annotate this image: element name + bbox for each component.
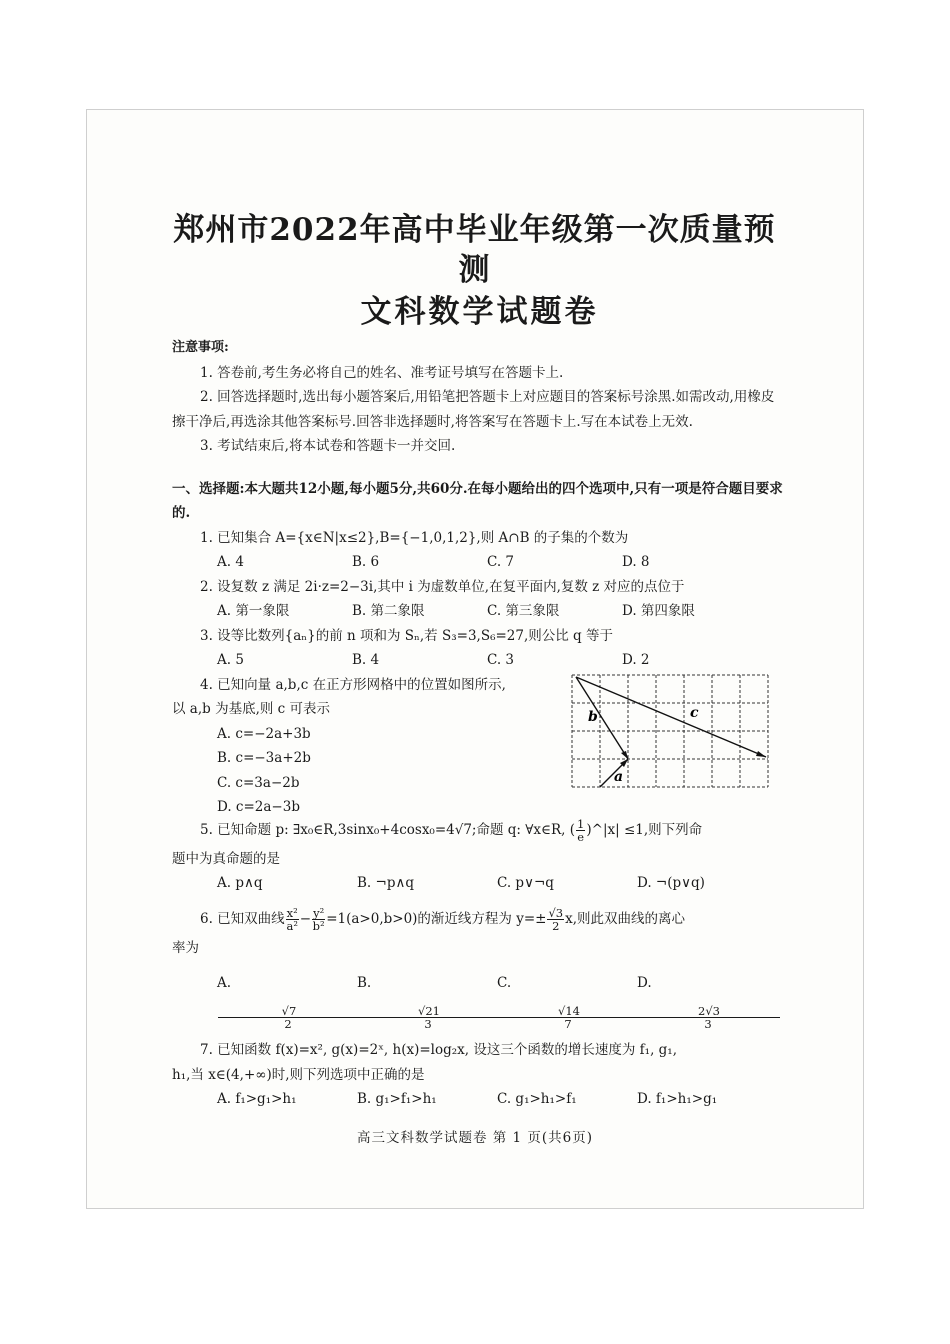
question-5-options xyxy=(172,871,787,896)
question-6-stem: 6. 已知双曲线 $\frac{\text{x²}}{\text{a²}}$ − $\frac{\text{y²}}{\text{b²}}$ =1(a>0,b>0)的渐近线方程为 y=± $\frac{√3}{2}$ x,则此双曲线的离心 xyxy=(200,905,686,933)
option: $C.\frac{√14}{7}$ xyxy=(497,966,637,1034)
vector-grid-figure xyxy=(570,673,772,793)
option: A. c=−2a+3b xyxy=(217,725,311,742)
exam-content xyxy=(172,210,787,1112)
option: C. p∨¬q xyxy=(497,875,554,891)
label-a: a xyxy=(614,768,624,785)
question-3-options xyxy=(172,648,787,673)
question-6-stem-cont: 率为 xyxy=(172,939,199,956)
option: A. 第一象限 xyxy=(217,603,290,619)
option: $B.\frac{√21}{3}$ xyxy=(357,966,497,1034)
question-2-options xyxy=(172,599,787,624)
option: C. g₁>h₁>f₁ xyxy=(497,1091,577,1107)
label-b: b xyxy=(588,708,598,725)
question-4-stem-cont: 以 a,b 为基底,则 c 可表示 xyxy=(172,701,330,717)
question-1-stem: 1. 已知集合 A={x∈N|x≤2},B={−1,0,1,2},则 A∩B 的子集的个数为 xyxy=(200,529,629,546)
question-5-stem-cont: 题中为真命题的是 xyxy=(172,850,280,867)
option: C. 3 xyxy=(487,652,515,668)
question-2-stem: 2. 设复数 z 满足 2i·z=2−3i,其中 i 为虚数单位,在复平面内,复数 z 对应的点位于 xyxy=(200,578,685,595)
fraction: $\frac{√3}{2}$ xyxy=(548,905,564,933)
notice-item: 3. 考试结束后,将本试卷和答题卡一并交回. xyxy=(200,438,456,454)
option: $A.\frac{√7}{2}$ xyxy=(217,966,357,1034)
option: B. 4 xyxy=(352,652,380,668)
option: D. 2 xyxy=(622,652,650,668)
option: B. 第二象限 xyxy=(352,603,425,619)
option: D. c=2a−3b xyxy=(217,799,300,815)
option: D. 第四象限 xyxy=(622,603,695,619)
option: A. f₁>g₁>h₁ xyxy=(217,1091,297,1107)
vector-b-arrowhead xyxy=(621,751,628,759)
vector-b-line xyxy=(576,677,628,759)
exam-subtitle: 文科数学试题卷 xyxy=(360,294,599,330)
option: D. ¬(p∨q) xyxy=(637,875,705,891)
option: $D.\frac{2√3}{3}$ xyxy=(637,966,777,1034)
option: B. g₁>f₁>h₁ xyxy=(357,1091,437,1107)
exam-title: 郑州市2022年高中毕业年级第一次质量预测 xyxy=(173,212,776,288)
notice-heading: 注意事项: xyxy=(172,340,229,355)
option: A. 5 xyxy=(217,652,244,668)
section-heading: 一、选择题:本大题共12小题,每小题5分,共60分.在每小题给出的四个选项中,只有一项是符合题目要求的. xyxy=(172,480,783,521)
question-5-stem: 5. 已知命题 p: ∃x₀∈R,3sinx₀+4cosx₀=4√7;命题 q: ∀x∈R, ( $\frac{1}{e}$ )^|x| ≤1,则下列命 xyxy=(200,816,703,844)
question-4-stem: 4. 已知向量 a,b,c 在正方形网格中的位置如图所示, xyxy=(200,676,506,693)
fraction: $\frac{\text{x²}}{\text{a²}}$ xyxy=(286,905,298,933)
label-c: c xyxy=(690,704,699,721)
question-7-options xyxy=(172,1087,787,1112)
page-footer: 高三文科数学试题卷 第 1 页(共6页) xyxy=(356,1130,594,1146)
question-7-stem-cont: h₁,当 x∈(4,+∞)时,则下列选项中正确的是 xyxy=(172,1066,425,1083)
question-6-options xyxy=(172,966,787,1034)
option: C. 7 xyxy=(487,554,515,570)
option: B. ¬p∧q xyxy=(357,875,414,891)
option: C. c=3a−2b xyxy=(217,774,300,791)
notice-item: 1. 答卷前,考生务必将自己的姓名、准考证号填写在答题卡上. xyxy=(200,364,564,381)
fraction: $\frac{\text{y²}}{\text{b²}}$ xyxy=(312,905,325,933)
notice-item: 2. 回答选择题时,选出每小题答案后,用铅笔把答题卡上对应题目的答案标号涂黑.如需改动,用橡皮擦干净后,再选涂其他答案标号.回答非选择题时,将答案写在答题卡上.写在本试卷上无效. xyxy=(172,389,775,430)
vector-c-arrowhead xyxy=(756,751,766,757)
question-4 xyxy=(172,673,787,813)
question-3-stem: 3. 设等比数列{aₙ}的前 n 项和为 Sₙ,若 S₃=3,S₆=27,则公比 q 等于 xyxy=(200,627,613,644)
fraction: $\frac{1}{e}$ xyxy=(577,816,585,844)
question-1-options xyxy=(172,550,787,575)
option: A. p∧q xyxy=(217,875,263,891)
question-7-stem: 7. 已知函数 f(x)=x², g(x)=2ˣ, h(x)=log₂x, 设这三个函数的增长速度为 f₁, g₁, xyxy=(200,1042,677,1058)
grid-lines xyxy=(572,675,768,787)
vector-c-line xyxy=(576,677,766,757)
option: C. 第三象限 xyxy=(487,603,560,619)
option: B. c=−3a+2b xyxy=(217,750,311,766)
option: B. 6 xyxy=(352,554,380,570)
option: A. 4 xyxy=(217,554,244,570)
option: D. f₁>h₁>g₁ xyxy=(637,1091,718,1107)
option: D. 8 xyxy=(622,554,650,570)
